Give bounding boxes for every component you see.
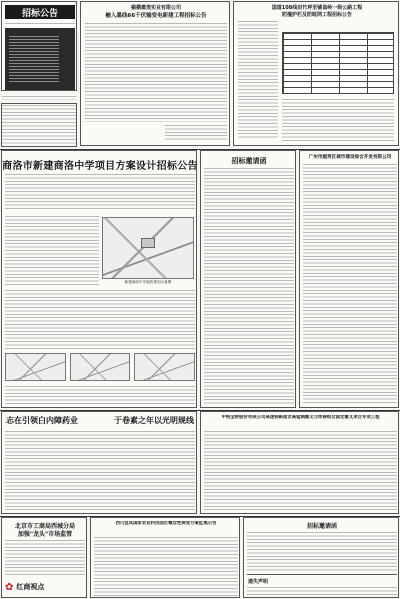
middle-center-notice	[200, 150, 296, 408]
ad-banner	[5, 578, 85, 596]
masthead-panel	[1, 1, 77, 91]
lower-left-title-2: 于卷素之年以光明规线	[114, 416, 194, 425]
bottom-center-title: 西川宜宾国家农业科技园区概念性规划方案征集公告	[115, 521, 217, 526]
ad-logo-icon: ✿	[5, 581, 14, 593]
middle-center-title: 招标邀请函	[231, 157, 267, 165]
bid-section-table	[282, 32, 394, 94]
left-notice-1	[1, 103, 77, 147]
lost-notice-label: 遗失声明	[248, 579, 269, 585]
masthead-logo: 招标公告	[5, 5, 75, 19]
bottom-center-notice	[90, 517, 240, 598]
main-notice	[1, 150, 197, 408]
bottom-left-title: 北京市工商局西城分局	[14, 523, 75, 530]
bottom-right-notice	[243, 517, 399, 598]
bottom-right-title: 招标邀请函	[306, 523, 337, 530]
lower-left-title: 志在引领白内障药业	[6, 416, 78, 425]
site-plan-map	[102, 217, 194, 279]
top-right-notice: 国道108线田竹坪至铺盖岭一级公路工程 防撞护栏及防眩网工程招标公告	[233, 1, 399, 146]
masthead-contact-block	[5, 28, 75, 90]
middle-right-title: 广州市越秀区城市建设综合开发有限公司	[308, 155, 392, 160]
main-headline: 商洛市新建商洛中学项目方案设计招标公告	[2, 161, 198, 172]
bottom-left-subtitle: 加强"龙头"市场监管	[17, 531, 73, 538]
map-caption: 新建商洛中学地块规划示意图	[124, 280, 172, 284]
lower-right-notice	[200, 411, 399, 514]
ad-name: 红商视点	[16, 583, 45, 591]
lower-right-title: 中铁宝桥股份有限公司高速铁路道岔高锰钢辙叉与焊接组合固定辙叉项目专项工程	[221, 415, 380, 420]
top-center-notice: 榆横墨笼实业有限公司 榆入墨线66千伏输变电新建工程招标公告	[80, 1, 230, 146]
top-right-title: 国道108线田竹坪至铺盖岭一级公路工程	[271, 5, 363, 11]
lower-left-article	[1, 411, 197, 514]
bottom-left-article	[1, 517, 87, 598]
middle-right-notice	[299, 150, 399, 408]
top-center-title: 榆入墨线66千伏输变电新建工程招标公告	[105, 13, 207, 19]
